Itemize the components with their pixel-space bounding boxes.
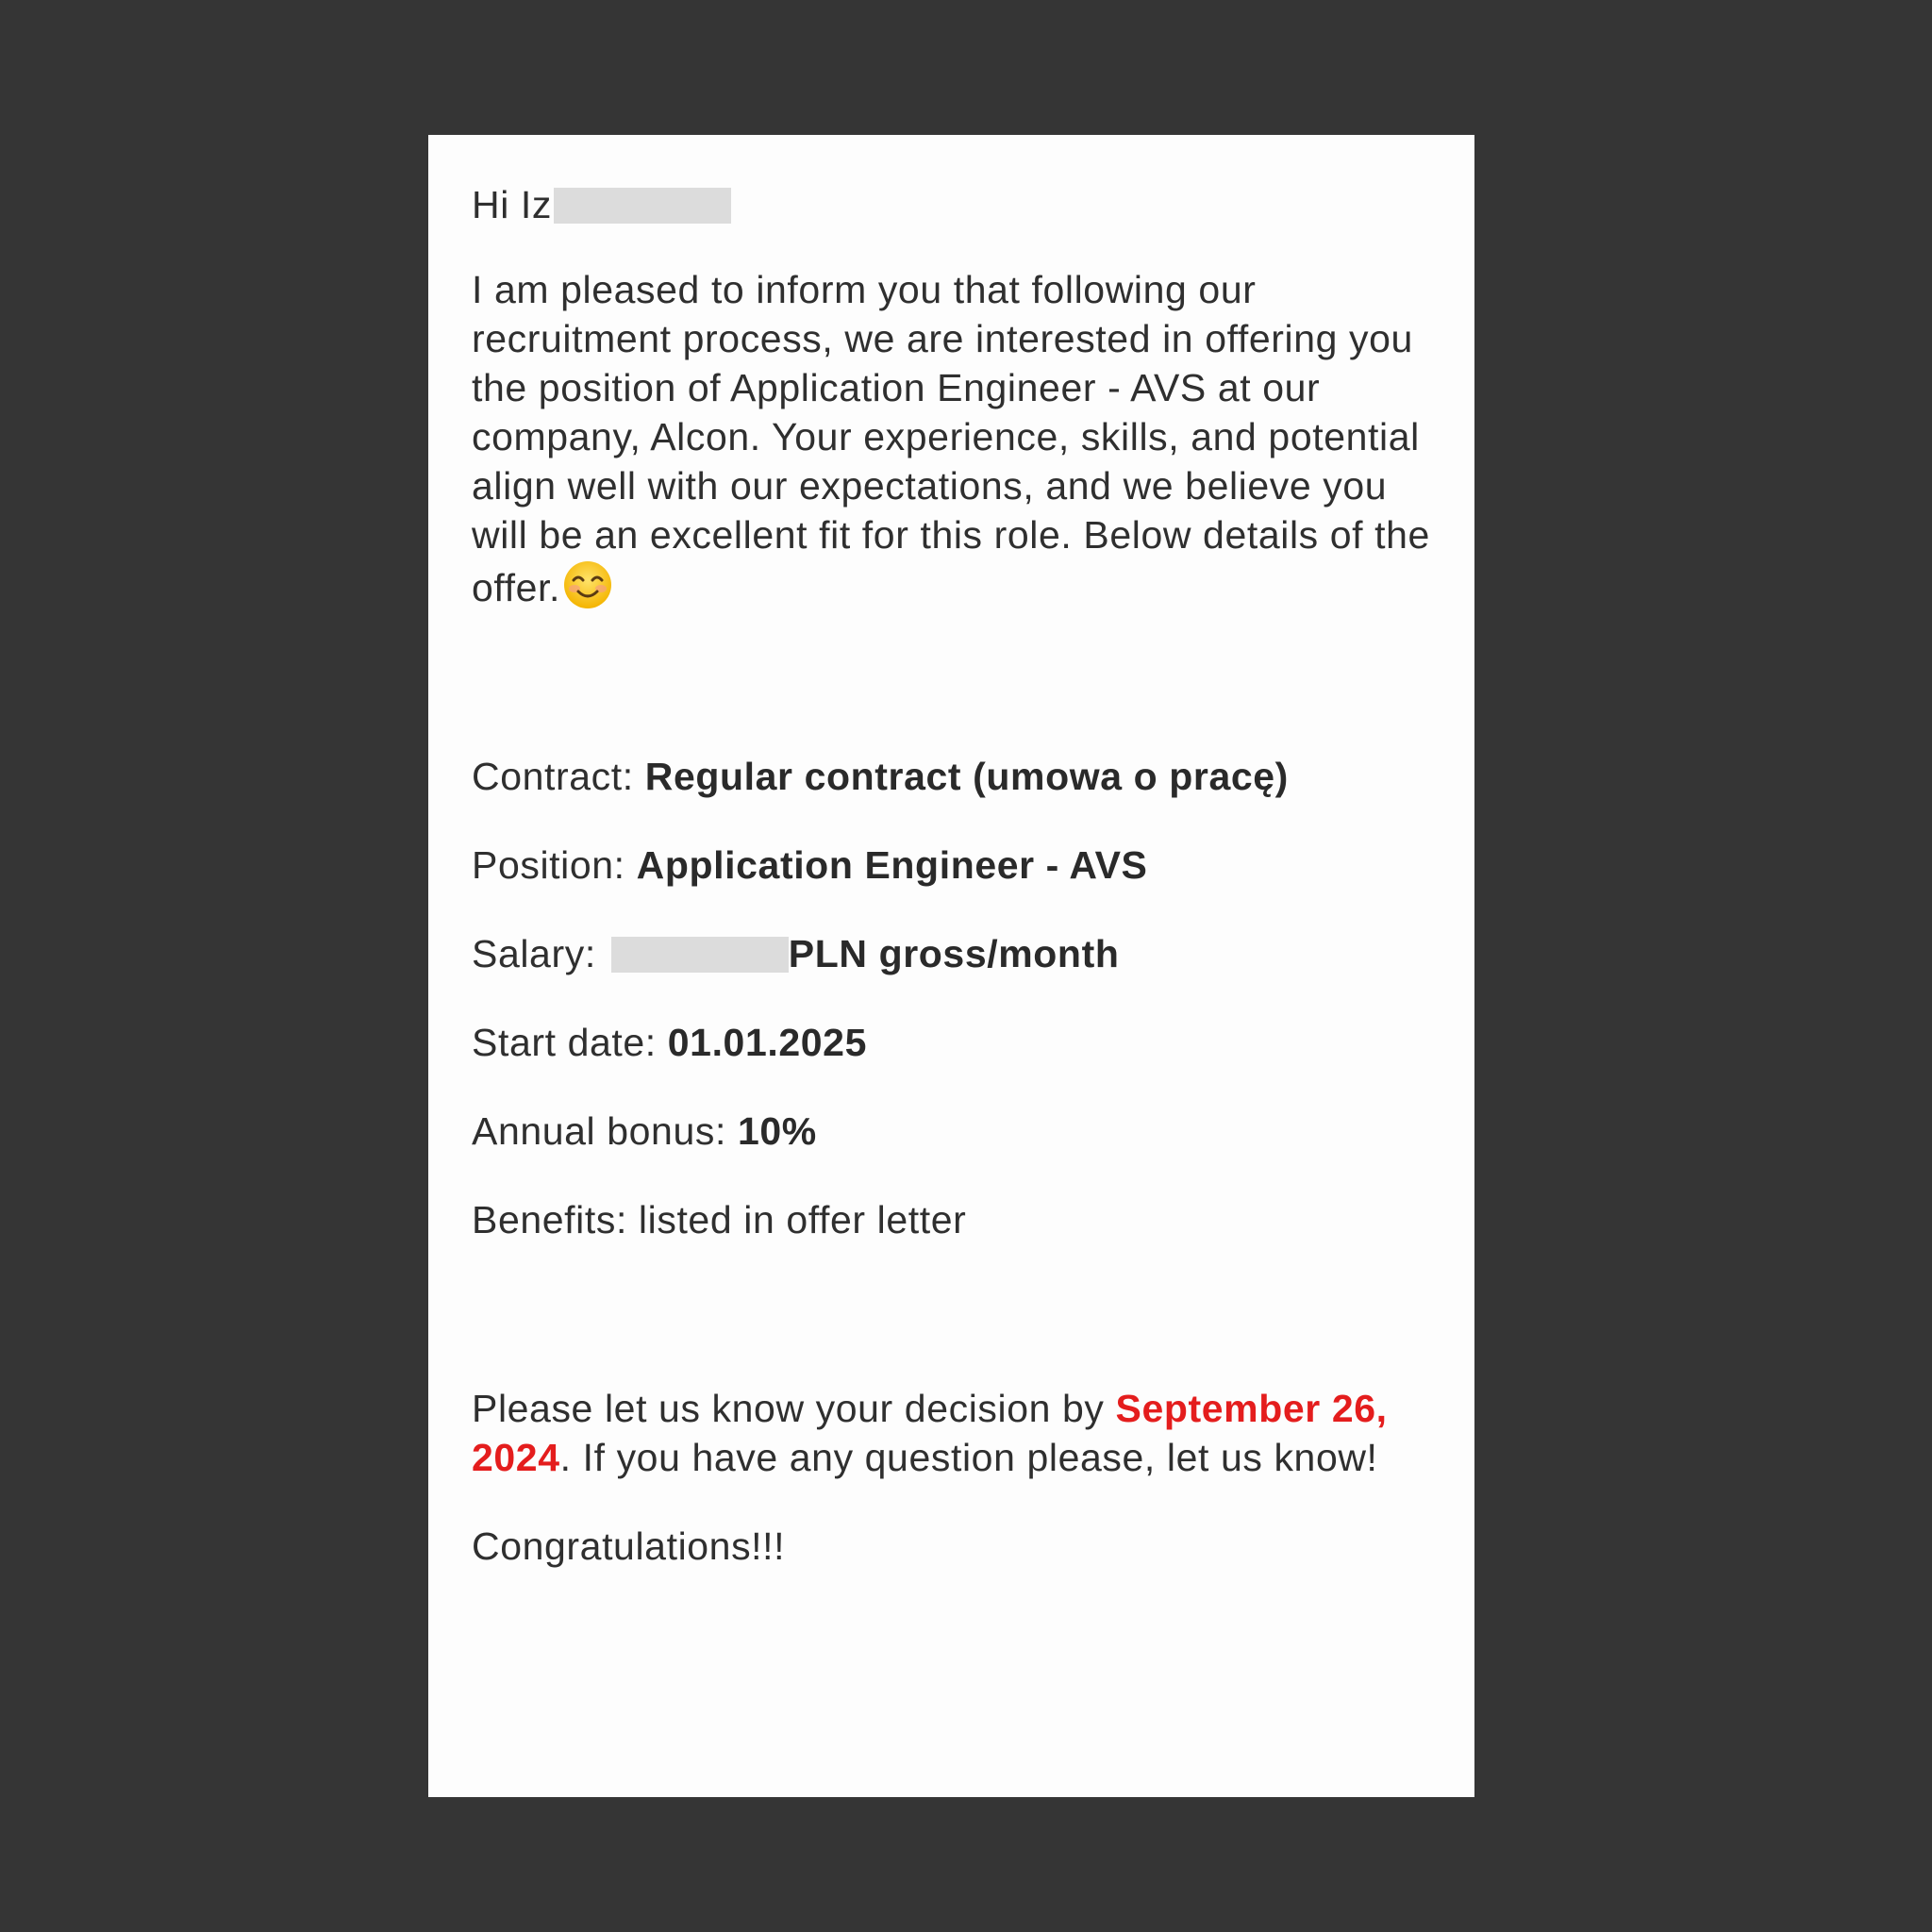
decision-deadline: September 26, 2024 [472, 1387, 1388, 1479]
closing-line: Congratulations!!! [472, 1524, 786, 1568]
bonus-label: Annual bonus: [472, 1109, 738, 1153]
decision-suffix: . If you have any question please, let us know! [559, 1436, 1378, 1479]
salary-line [472, 929, 1431, 978]
bonus-value: 10% [737, 1109, 817, 1153]
contract-label: Contract: [472, 755, 645, 798]
greeting-line [472, 180, 1431, 229]
intro-text: I am pleased to inform you that following our recruitment process, we are interested in offering you the position of Application Engineer - AVS at our company, Alcon. Your experience, skills, and potential align well with our expectations, and we believe you will be an excellent fit for this role. Below details of the offer. [472, 268, 1430, 609]
redacted-name [554, 188, 731, 224]
bonus-line [472, 1107, 1431, 1156]
greeting-text: Hi Iz [472, 183, 552, 226]
redacted-salary [611, 937, 789, 973]
benefits-line: Benefits: listed in offer letter [472, 1198, 967, 1241]
start-date-label: Start date: [472, 1021, 668, 1064]
email-body [428, 135, 1474, 1797]
start-date-line [472, 1018, 1431, 1067]
contract-line [472, 752, 1431, 801]
smiling-face-icon [562, 559, 613, 610]
intro-paragraph [472, 265, 1431, 612]
position-value: Application Engineer - AVS [636, 843, 1148, 887]
position-label: Position: [472, 843, 637, 887]
salary-value: PLN gross/month [788, 932, 1120, 975]
contract-value: Regular contract (umowa o pracę) [644, 755, 1289, 798]
salary-label: Salary: [472, 932, 608, 975]
start-date-value: 01.01.2025 [667, 1021, 867, 1064]
position-line [472, 841, 1431, 890]
decision-prefix: Please let us know your decision by [472, 1387, 1116, 1430]
decision-paragraph [472, 1384, 1431, 1482]
